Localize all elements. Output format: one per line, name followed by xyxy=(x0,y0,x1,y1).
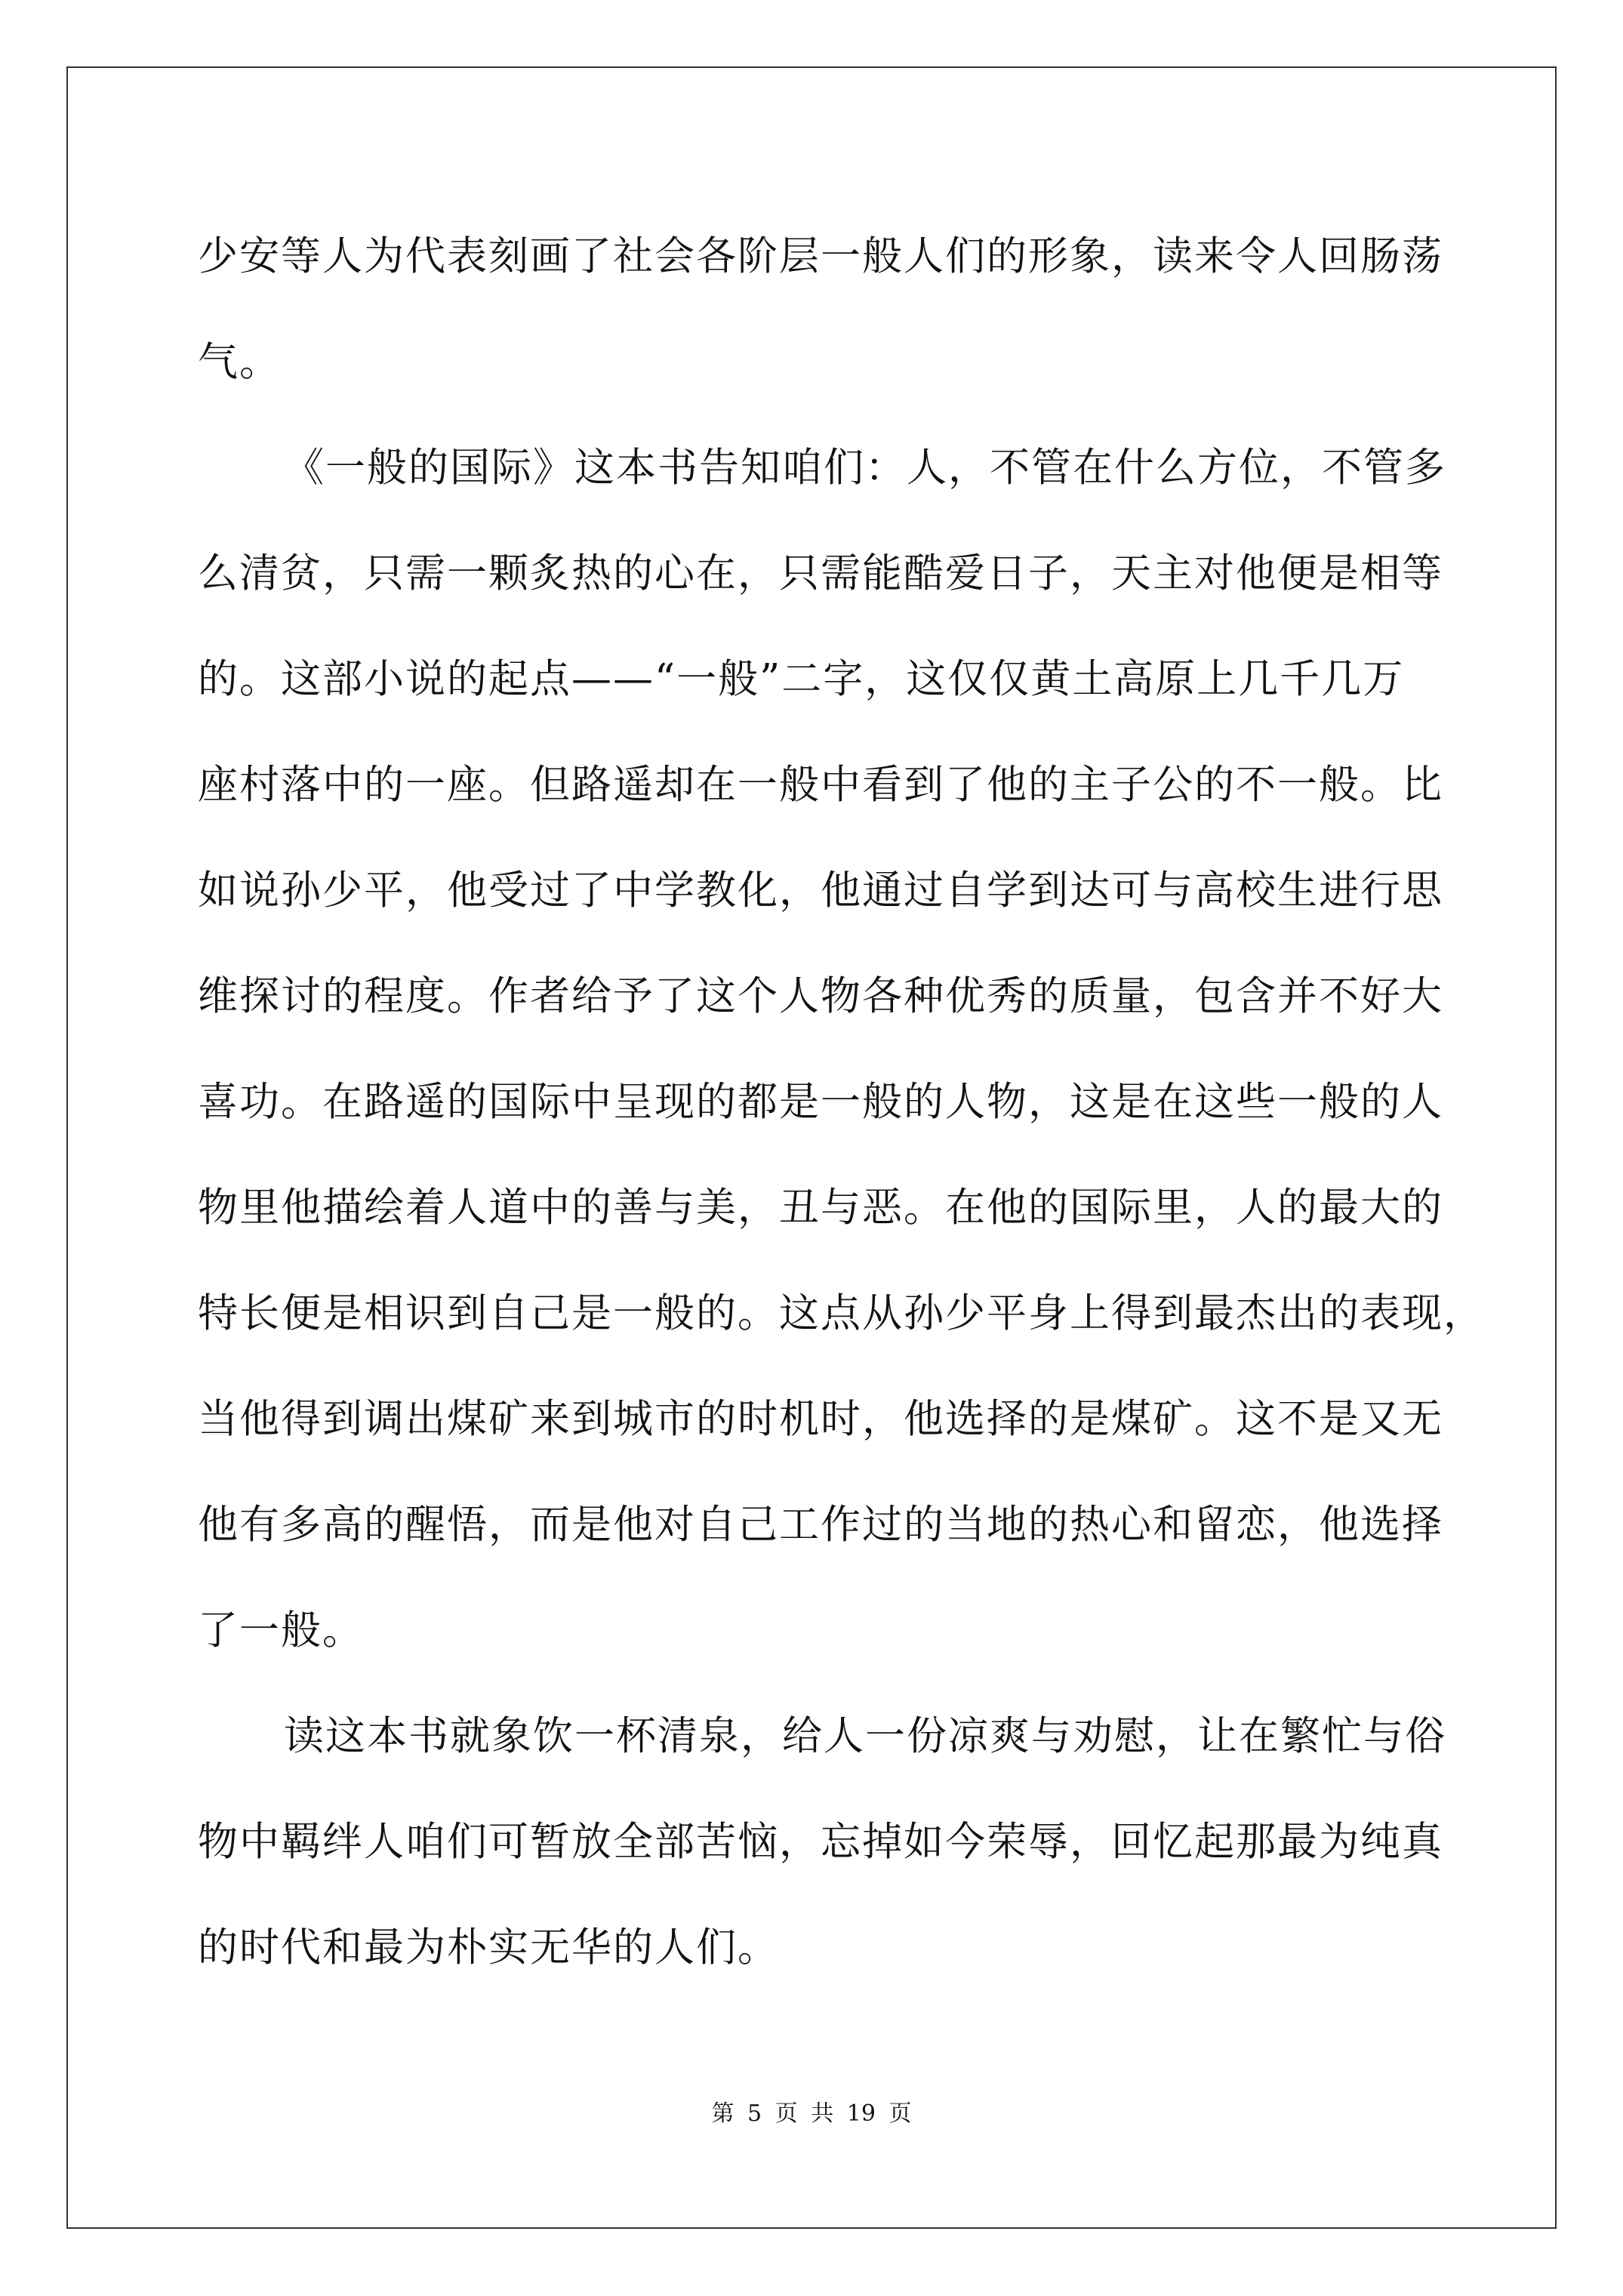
text-line: 当他得到调出煤矿来到城市的时机时，他选择的是煤矿。这不是又无 xyxy=(198,1396,1443,1442)
text-line: 喜功。在路遥的国际中呈现的都是一般的人物，这是在这些一般的人 xyxy=(198,1079,1443,1125)
text-line: 读这本书就象饮一杯清泉，给人一份凉爽与劝慰，让在繁忙与俗 xyxy=(284,1713,1446,1759)
text-line: 如说孙少平，他受过了中学教化，他通过自学到达可与高校生进行思 xyxy=(198,868,1443,914)
text-line: 么清贫，只需一颗炙热的心在，只需能酷爱日子，天主对他便是相等 xyxy=(198,550,1443,596)
document-body xyxy=(198,204,1485,2001)
text-line: 气。 xyxy=(198,339,281,385)
text-line: 特长便是相识到自己是一般的。这点从孙少平身上得到最杰出的表现， xyxy=(198,1290,1485,1336)
page-number-footer: 第 5 页 共 19 页 xyxy=(711,2100,912,2127)
text-line: 物里他描绘着人道中的善与美，丑与恶。在他的国际里，人的最大的 xyxy=(198,1185,1443,1231)
text-line: 座村落中的一座。但路遥却在一般中看到了他的主子公的不一般。比 xyxy=(198,762,1443,808)
text-line: 了一般。 xyxy=(198,1607,364,1653)
text-line: 少安等人为代表刻画了社会各阶层一般人们的形象，读来令人回肠荡 xyxy=(198,233,1443,279)
text-line: 《一般的国际》这本书告知咱们：人，不管在什么方位，不管多 xyxy=(284,445,1446,491)
text-line: 物中羁绊人咱们可暂放全部苦恼，忘掉如今荣辱，回忆起那最为纯真 xyxy=(198,1819,1443,1865)
text-line: 他有多高的醒悟，而是他对自己工作过的当地的热心和留恋，他选择 xyxy=(198,1502,1443,1548)
text-line: 的时代和最为朴实无华的人们。 xyxy=(198,1925,779,1971)
text-line: 维探讨的程度。作者给予了这个人物各种优秀的质量，包含并不好大 xyxy=(198,973,1443,1019)
text-line: 的。这部小说的起点——“一般”二字，这仅仅黄土高原上几千几万 xyxy=(198,656,1405,702)
